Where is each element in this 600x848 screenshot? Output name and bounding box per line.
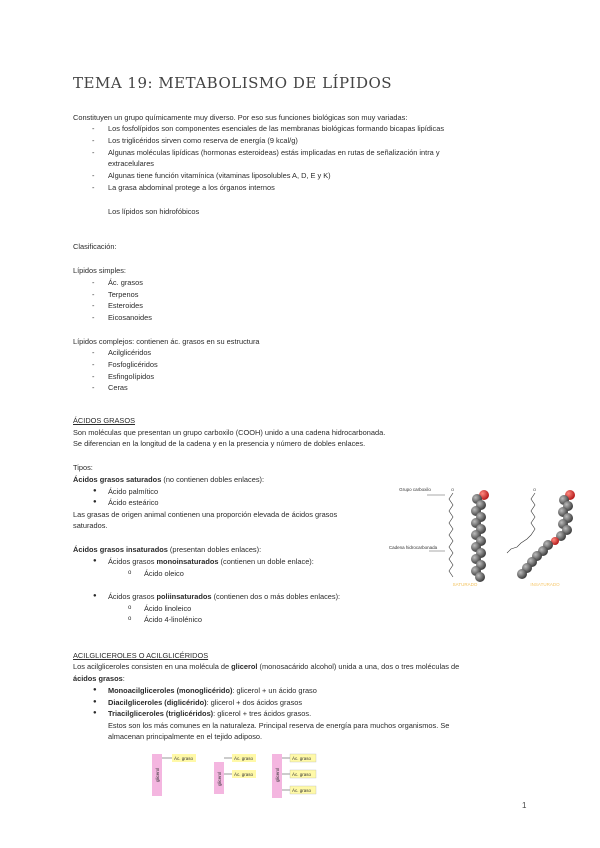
mono-bold: monoinsaturados [156,557,219,566]
carbon-atom [475,572,485,582]
fatty-acid-label: Ác. graso [174,756,194,761]
carbon-atom [517,569,527,579]
glycerol-label: glicerol [217,771,222,786]
list-item: Terpenos [108,290,139,299]
item-bold: Triacilgliceroles (triglicéridos) [108,709,214,718]
acylglycerol-diagram [148,752,328,800]
list-item: Ácido oleico [144,569,184,578]
bullet-circle: o [128,570,132,576]
bullet-dot: ● [93,488,97,494]
list-item [108,556,314,567]
item-bold: Diacilgliceroles (diglicérido) [108,698,207,707]
list-item: Ácido palmítico [108,487,159,496]
list-item: Acilglicéridos [108,348,152,357]
intro-text: Constituyen un grupo químicamente muy diverso. Por eso sus funciones biológicas son muy variadas: [73,113,408,122]
item-bold: Monoacilgliceroles (monoglicérido) [108,686,233,695]
bullet-dot: ● [93,699,97,705]
label-chain-text: Cadena hidrocarbonada [388,545,438,550]
unsaturated-heading [73,544,261,555]
acylglycerols-heading: ACILGLICEROLES O ACILGLICÉRIDOS [73,651,209,660]
saturated-skeletal [449,493,453,577]
fatty-acid-label: Ác. graso [292,772,312,777]
paragraph: Son moléculas que presentan un grupo carboxilo (COOH) unido a una cadena hidrocarbonada. [73,428,386,437]
bullet-circle: o [128,616,132,622]
text-segment: (monosacárido alcohol) unida a una, dos o tres moléculas de [257,662,460,671]
bullet-dash: - [92,171,95,180]
list-item: Algunas moléculas lipídicas (hormonas esteroideas) estás implicadas en rutas de señalización intra y [108,148,440,157]
glycerol-label: glicerol [155,767,160,782]
types-label: Tipos: [73,463,93,472]
paragraph: Se diferencian en la longitud de la cadena y en la presencia y número de dobles enlaces. [73,439,366,448]
saturated-bold: Ácidos grasos saturados [73,475,162,484]
list-item: Ácido 4-linolénico [144,615,202,624]
bullet-dash: - [92,301,95,310]
paragraph: saturados. [73,521,108,530]
bullet-dash: - [92,290,95,299]
list-item: Ácido linoleico [144,604,192,613]
poly-pre: Ácidos grasos [108,592,157,601]
label-saturated: SATURADO [452,582,478,587]
list-item [108,697,302,708]
poly-post: (contienen dos o más dobles enlaces): [211,592,341,601]
list-item: Los triglicéridos sirven como reserva de energía (9 kcal/g) [108,136,298,145]
list-item: Ác. grasos [108,278,143,287]
bullet-dash: - [92,148,95,157]
bullet-dash: - [92,278,95,287]
item-rest: : glicerol + dos ácidos grasos [206,698,303,707]
list-item: Ceras [108,383,128,392]
label-carboxyl-group [399,487,431,492]
unsaturated-space-fill-model [517,490,575,579]
item-rest: : glicerol + tres ácidos grasos. [213,709,312,718]
bullet-dot: ● [93,593,97,599]
text-segment: Los acilgliceroles consisten en una molécula de [73,662,232,671]
bullet-dash: - [92,313,95,322]
bullet-dash: - [92,372,95,381]
list-item [108,708,311,719]
bullet-dash: - [92,348,95,357]
fatty-acid-label: Ác. graso [234,756,254,761]
glycerol-label: glicerol [275,767,280,782]
item-rest: : glicerol + un ácido graso [232,686,317,695]
classification-label: Clasificación: [73,242,117,251]
saturated-heading [73,474,264,485]
label-hydrocarbon-chain [389,545,438,550]
list-item-continuation: extracelulares [108,159,155,168]
bullet-dot: ● [93,687,97,693]
carboxyl-o: O [533,487,537,492]
paragraph: Estos son los más comunes en la naturaleza. Principal reserva de energía para muchos organismos. Se [108,721,450,730]
carboxyl-o: O [451,487,455,492]
list-item: Eicosanoides [108,313,152,322]
paragraph [73,661,459,672]
unsaturated-rest: (presentan dobles enlaces): [167,545,262,554]
bullet-dash: - [92,383,95,392]
fatty-acid-label: Ác. graso [292,788,312,793]
list-item: Fosfoglicéridos [108,360,158,369]
bullet-circle: o [128,605,132,611]
mono-pre: Ácidos grasos [108,557,157,566]
bullet-dash: - [92,136,95,145]
list-item: Algunas tiene función vitamínica (vitaminas liposolubles A, D, E y K) [108,171,331,180]
bullet-dash: - [92,124,95,133]
fatty-acids-heading: ÁCIDOS GRASOS [73,416,136,425]
fatty-acids-bold: ácidos grasos [73,674,123,683]
list-item: Ácido esteárico [108,498,159,507]
label-unsaturated: INSATURADO [530,582,560,587]
page-number: 1 [522,801,527,810]
mono-post: (contienen un doble enlace): [218,557,314,566]
simple-lipids-label: Lípidos simples: [73,266,126,275]
unsaturated-skeletal [507,493,535,553]
fatty-acid-figure [388,485,595,595]
page-title: TEMA 19: METABOLISMO DE LÍPIDOS [73,74,393,92]
list-item [108,685,317,696]
fatty-acid-label: Ác. graso [234,772,254,777]
paragraph: Las grasas de origen animal contienen una proporción elevada de ácidos grasos [73,510,338,519]
unsaturated-bold: Ácidos grasos insaturados [73,545,168,554]
list-item [108,591,340,602]
paragraph: almacenan principalmente en el tejido adiposo. [108,732,263,741]
hydrophobic-note: Los lípidos son hidrofóbicos [108,207,200,216]
bullet-dot: ● [93,558,97,564]
bullet-dash: - [92,360,95,369]
poly-bold: poliinsaturados [156,592,212,601]
text-segment: : [122,674,125,683]
glycerol-bold: glicerol [231,662,258,671]
bullet-dot: ● [93,499,97,505]
list-item: Los fosfolípidos son componentes esenciales de las membranas biológicas formando bicapas lipídicas [108,124,445,133]
paragraph [73,673,125,684]
list-item: Esfingolípidos [108,372,155,381]
saturated-space-fill-model [471,490,489,582]
list-item: Esteroides [108,301,143,310]
label-carboxyl-text: Grupo carboxilo [399,487,431,492]
fatty-acid-label: Ác. graso [292,756,312,761]
bullet-dash: - [92,183,95,192]
bullet-dot: ● [93,710,97,716]
saturated-rest: (no contienen dobles enlaces): [161,475,265,484]
complex-lipids-label: Lípidos complejos: contienen ác. grasos en su estructura [73,337,260,346]
list-item: La grasa abdominal protege a los órganos internos [108,183,275,192]
